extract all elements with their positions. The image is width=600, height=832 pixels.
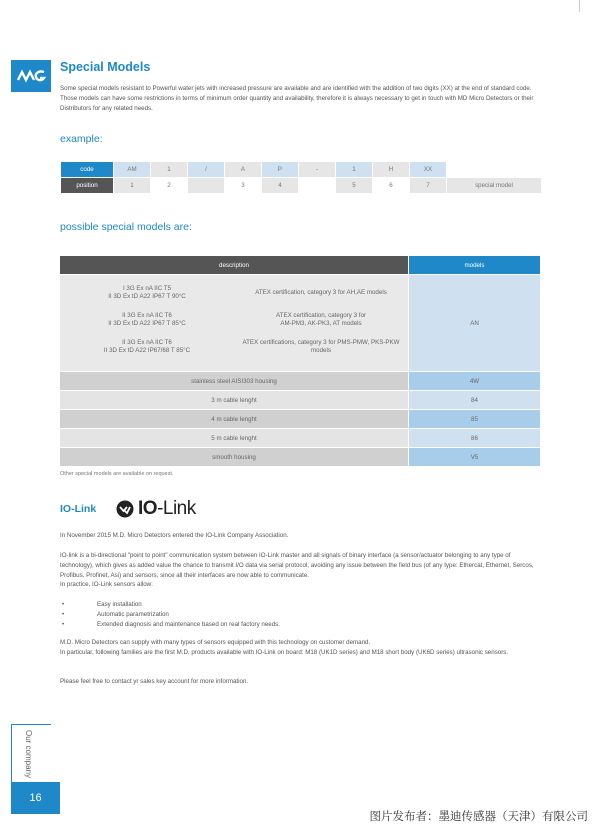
page-number: 16 bbox=[11, 782, 60, 814]
md-logo bbox=[11, 60, 51, 92]
iolink-logo-text: IO-Link bbox=[138, 498, 196, 519]
possible-heading: possible special models are: bbox=[60, 221, 192, 233]
atex-desc: ATEX certification, category 3 for AH,AE models bbox=[255, 288, 387, 296]
code-label: code bbox=[61, 162, 113, 177]
code-cell: A bbox=[225, 162, 261, 177]
code-row bbox=[61, 162, 541, 177]
table-row bbox=[60, 410, 540, 428]
watermark: 图片发布者：墨迪传感器（天津）有限公司 bbox=[369, 811, 588, 823]
example-heading: example: bbox=[60, 133, 103, 145]
paragraph: In November 2015 M.D. Micro Detectors entered the IO-Link Company Association. bbox=[60, 532, 289, 539]
code-cell: / bbox=[188, 162, 224, 177]
sidebar-label: Our company bbox=[24, 730, 33, 779]
row-model: 86 bbox=[409, 429, 540, 447]
section-title: Special Models bbox=[60, 60, 151, 74]
row-description: stainless steel AISI303 housing bbox=[60, 372, 408, 390]
atex-marking: II 3G Ex nA IIC T6 II 3D Ex tD A22 IP67 T 85°C bbox=[108, 311, 186, 327]
footnote: Other special models are available on request. bbox=[60, 471, 174, 477]
position-cell bbox=[299, 178, 335, 193]
header-description: description bbox=[60, 256, 408, 274]
paragraph: In particular, following families are the first M.D. products available with IO-Link on board: M18 (UK1D series) and M18 short body (UK6D series) ultrasonic sensors. bbox=[60, 649, 509, 656]
code-cell: H bbox=[373, 162, 409, 177]
paragraph: M.D. Micro Detectors can supply with many types of sensors equipped with this technology on customer demand. bbox=[60, 639, 371, 646]
position-cell: 5 bbox=[336, 178, 372, 193]
paragraph: IO-link is a bi-directional "point to point" communication system between IO-Link master and all signals of binary interface (a sensor/actuator belonging to any type of technology), which gives as added value the chance to transmit I/O data via serial protocol, avoiding any issue between the field bus (of any type: Ethercat, Ethernet, Sercos, Profibus, Profinet, Asi) and sensors, since all their interfaces are now able to communicate. bbox=[60, 552, 534, 579]
sidebar-rule bbox=[11, 724, 51, 725]
special-model-cell: special model bbox=[447, 178, 541, 193]
code-cell: XX bbox=[410, 162, 446, 177]
table-row bbox=[60, 448, 540, 466]
position-cell: 4 bbox=[262, 178, 298, 193]
position-label: position bbox=[61, 178, 113, 193]
position-cell: 1 bbox=[114, 178, 150, 193]
iolink-label: IO-Link bbox=[60, 503, 97, 515]
table-row bbox=[60, 391, 540, 409]
atex-model: AN bbox=[409, 275, 540, 371]
position-cell: 3 bbox=[225, 178, 261, 193]
table-row bbox=[60, 429, 540, 447]
row-description: 4 m cable lenght bbox=[60, 410, 408, 428]
code-cell: 1 bbox=[336, 162, 372, 177]
atex-row bbox=[60, 279, 408, 306]
row-model: V5 bbox=[409, 448, 540, 466]
paragraph: Please feel free to contact yr sales key account for more information. bbox=[60, 678, 249, 685]
position-row bbox=[61, 178, 541, 193]
row-model: 85 bbox=[409, 410, 540, 428]
atex-marking: II 3G Ex nA IIC T6 II 3D Ex tD A22 IP67/68 T 85°C bbox=[103, 338, 191, 354]
atex-desc: ATEX certification, category 3 for AM-PM3, AK-PK3, AT models bbox=[276, 311, 366, 327]
code-cell: 1 bbox=[151, 162, 187, 177]
atex-cell bbox=[60, 275, 408, 371]
atex-marking: I 3G Ex nA IIC T5 II 3D Ex tD A22 IP67 T 90°C bbox=[108, 284, 186, 300]
intro-text: Some special models resistant to Powerful water jets with increased pressure are available and are identified with the addition of two digits (XX) at the end of standard code. Those models can have some restrictions in terms of minimum order quantity and availability, therefore it is always necessary to get in touch with MD Micro Detectors or their Distributors for any related needs. bbox=[60, 85, 534, 112]
sidebar-vertical-rule bbox=[11, 724, 12, 784]
code-cell: P bbox=[262, 162, 298, 177]
bullet-list bbox=[60, 600, 280, 630]
paragraph: In practice, IO-Link sensors allow: bbox=[60, 581, 153, 588]
code-cell: AM bbox=[114, 162, 150, 177]
position-cell: 2 bbox=[151, 178, 187, 193]
row-description: smooth housing bbox=[60, 448, 408, 466]
iolink-logo bbox=[116, 498, 196, 520]
list-item: • Extended diagnosis and maintenance based on real factory needs. bbox=[62, 621, 280, 628]
position-cell bbox=[188, 178, 224, 193]
row-description: 3 m cable lenght bbox=[60, 391, 408, 409]
header-models: models bbox=[409, 256, 540, 274]
special-models-table bbox=[59, 255, 541, 467]
table-row bbox=[60, 372, 540, 390]
row-description: 5 m cable lenght bbox=[60, 429, 408, 447]
list-item: • Automatic parametrization bbox=[62, 611, 169, 618]
atex-row bbox=[60, 333, 408, 360]
position-cell: 7 bbox=[410, 178, 446, 193]
list-item: • Easy installation bbox=[62, 601, 142, 608]
iolink-symbol-icon bbox=[116, 500, 134, 518]
corner-mark bbox=[579, 0, 580, 12]
example-table bbox=[60, 161, 542, 194]
atex-row bbox=[60, 306, 408, 333]
code-cell: - bbox=[299, 162, 335, 177]
row-model: 84 bbox=[409, 391, 540, 409]
position-cell: 6 bbox=[373, 178, 409, 193]
row-model: 4W bbox=[409, 372, 540, 390]
atex-desc: ATEX certifications, category 3 for PMS-PMW, PKS-PKW models bbox=[242, 338, 400, 354]
